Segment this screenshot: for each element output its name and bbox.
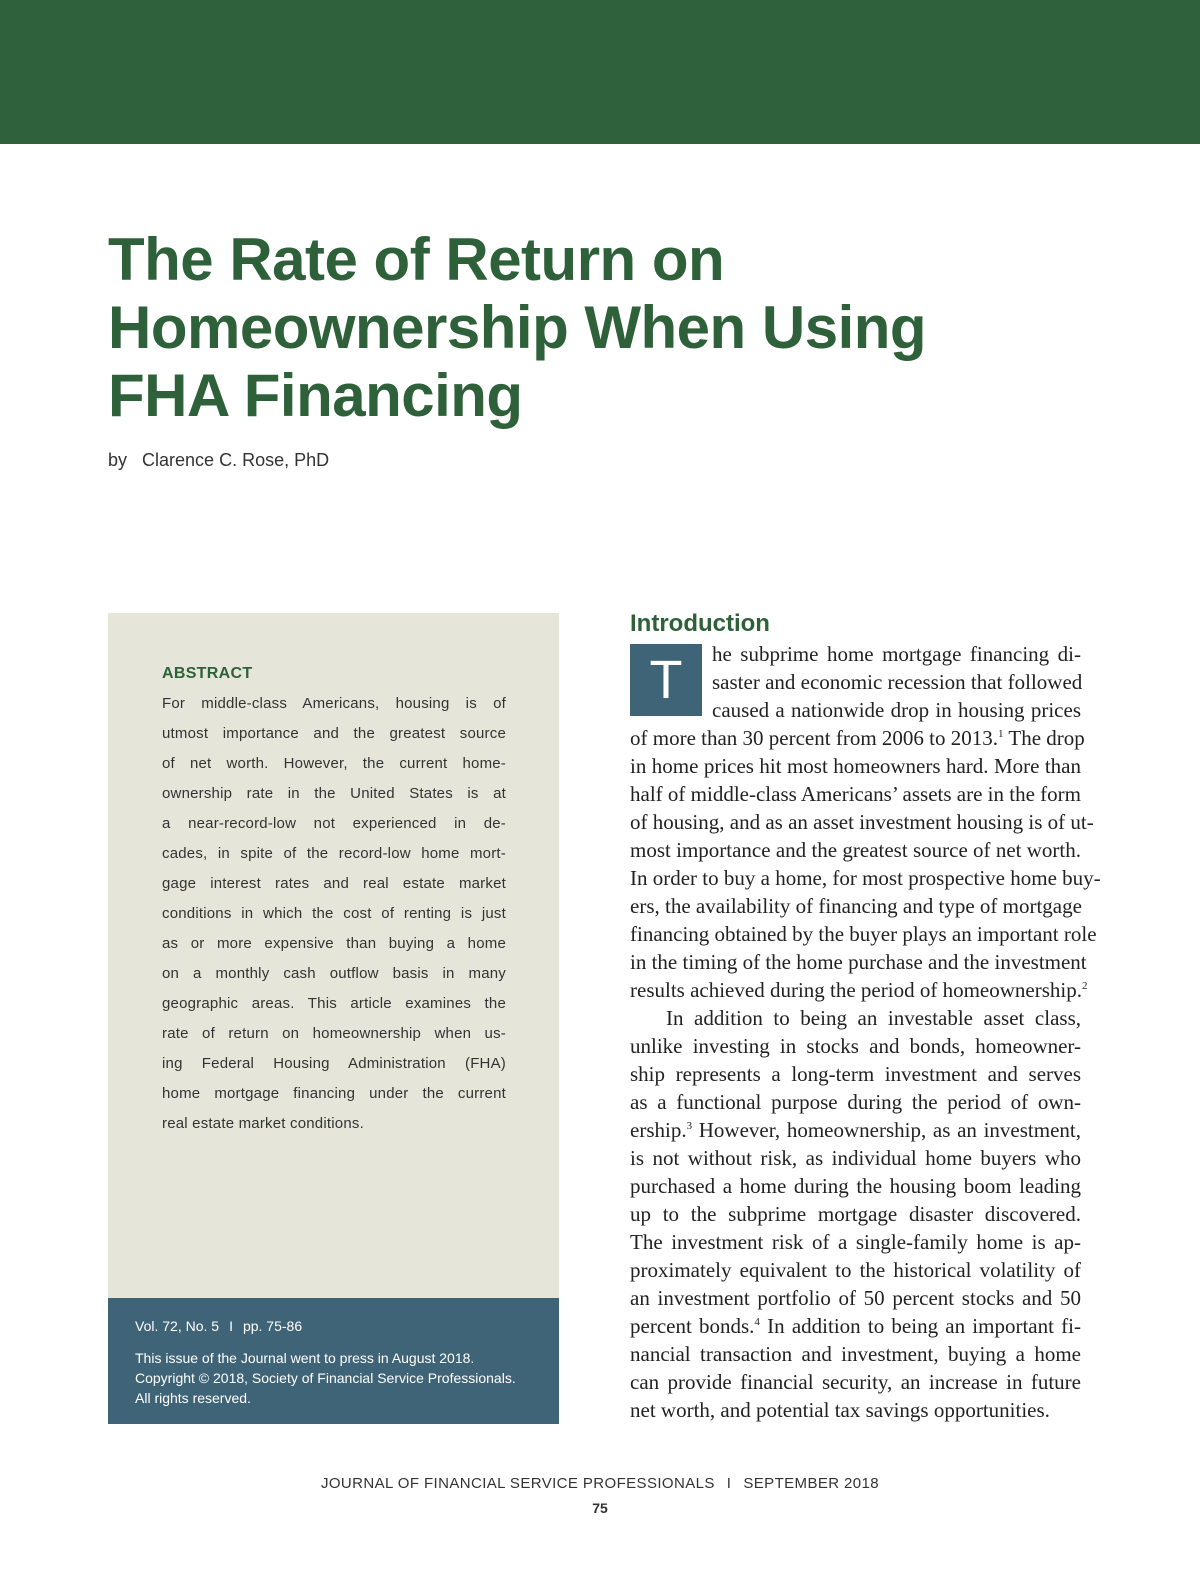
- body-line: [630, 1312, 1081, 1340]
- issue-volume-line: [135, 1318, 302, 1334]
- footnote-ref: 2: [1081, 980, 1088, 992]
- abstract-line: gage interest rates and real estate market: [162, 875, 506, 892]
- abstract-line: home mortgage financing under the current: [162, 1085, 506, 1102]
- issue-pages: pp. 75-86: [242, 1318, 303, 1334]
- abstract-heading: ABSTRACT: [162, 665, 253, 682]
- body-line: financing obtained by the buyer plays an important role: [630, 922, 1097, 946]
- body-line: proximately equivalent to the historical volatility of: [630, 1258, 1081, 1282]
- footer-date: SEPTEMBER 2018: [743, 1475, 880, 1492]
- body-text-segment: results achieved during the period of homeownership.: [630, 978, 1082, 1002]
- body-text-segment: percent bonds.: [630, 1314, 755, 1338]
- title-line: Homeownership When Using: [108, 294, 927, 361]
- title-line: FHA Financing: [108, 362, 523, 429]
- issue-volume: Vol. 72, No. 5: [135, 1318, 220, 1334]
- abstract-line: ownership rate in the United States is at: [162, 785, 506, 802]
- abstract-line: geographic areas. This article examines the: [162, 995, 506, 1012]
- abstract-line: utmost importance and the greatest source: [162, 725, 506, 742]
- footnote-ref: 1: [998, 728, 1004, 740]
- abstract-line: rate of return on homeownership when us-: [162, 1025, 506, 1042]
- body-line: saster and economic recession that followed: [712, 670, 1083, 694]
- body-line: The investment risk of a single-family home is ap-: [630, 1230, 1081, 1254]
- introduction-body: [630, 640, 1101, 1424]
- body-line: half of middle-class Americans’ assets are in the form: [630, 782, 1081, 806]
- footer-journal-name: JOURNAL OF FINANCIAL SERVICE PROFESSIONALS: [320, 1475, 715, 1492]
- title-line: The Rate of Return on: [108, 226, 725, 293]
- body-line: nancial transaction and investment, buying a home: [630, 1342, 1081, 1366]
- body-line: can provide financial security, an increase in future: [630, 1370, 1081, 1394]
- byline-prefix: by: [108, 450, 128, 470]
- body-line: of housing, and as an asset investment housing is of ut-: [630, 810, 1094, 834]
- abstract-line: ing Federal Housing Administration (FHA): [162, 1055, 506, 1072]
- issue-info-panel: [108, 1298, 559, 1424]
- abstract-panel: [108, 613, 559, 1298]
- header-band: [0, 0, 1200, 144]
- article-title: [108, 226, 1008, 430]
- body-line: ers, the availability of financing and type of mortgage: [630, 894, 1082, 918]
- body-line: up to the subprime mortgage disaster discovered.: [630, 1202, 1081, 1226]
- abstract-line: real estate market conditions.: [162, 1115, 364, 1132]
- body-line: as a functional purpose during the period of own-: [630, 1090, 1081, 1114]
- abstract-line: of net worth. However, the current home-: [162, 755, 506, 772]
- drop-cap: T: [630, 644, 702, 716]
- body-line: most importance and the greatest source of net worth.: [630, 838, 1081, 862]
- body-line: unlike investing in stocks and bonds, homeowner-: [630, 1034, 1081, 1058]
- body-line: purchased a home during the housing boom leading: [630, 1174, 1081, 1198]
- copyright-line: Copyright © 2018, Society of Financial Service Professionals.: [135, 1370, 516, 1386]
- body-line: [630, 976, 1088, 1004]
- body-text-segment: In addition to being an important fi-: [759, 1314, 1081, 1338]
- body-line: ship represents a long-term investment and serves: [630, 1062, 1081, 1086]
- page-number: 75: [592, 1500, 608, 1516]
- footer-separator: I: [726, 1475, 732, 1492]
- body-line: an investment portfolio of 50 percent stocks and 50: [630, 1286, 1081, 1310]
- body-line: [630, 1116, 1081, 1144]
- abstract-line: For middle-class Americans, housing is of: [162, 695, 506, 712]
- issue-separator: I: [229, 1318, 233, 1334]
- footnote-ref: 4: [754, 1316, 760, 1328]
- byline: [108, 450, 329, 471]
- introduction-heading: Introduction: [630, 610, 770, 637]
- footnote-ref: 3: [686, 1120, 693, 1132]
- body-line: In addition to being an investable asset class,: [666, 1006, 1081, 1030]
- abstract-line: as or more expensive than buying a home: [162, 935, 506, 952]
- body-line: is not without risk, as individual home buyers who: [630, 1146, 1081, 1170]
- body-text-segment: ership.: [630, 1118, 687, 1142]
- abstract-text: [162, 689, 506, 1139]
- body-line: in the timing of the home purchase and the investment: [630, 950, 1087, 974]
- abstract-line: conditions in which the cost of renting is just: [162, 905, 506, 922]
- abstract-line: a near-record-low not experienced in de-: [162, 815, 506, 832]
- copyright-line: All rights reserved.: [135, 1390, 251, 1406]
- abstract-line: cades, in spite of the record-low home mort-: [162, 845, 506, 862]
- body-line: in home prices hit most homeowners hard. More than: [630, 754, 1081, 778]
- body-text-segment: of more than 30 percent from 2006 to 2013.: [630, 726, 998, 750]
- body-text-segment: However, homeownership, as an investment,: [692, 1118, 1081, 1142]
- body-line: net worth, and potential tax savings opportunities.: [630, 1398, 1050, 1422]
- footer-journal-line: [0, 1475, 1200, 1492]
- body-line: caused a nationwide drop in housing prices: [712, 698, 1081, 722]
- body-text-segment: The drop: [1003, 726, 1085, 750]
- abstract-line: on a monthly cash outflow basis in many: [162, 965, 506, 982]
- body-line: [630, 724, 1085, 752]
- body-line: In order to buy a home, for most prospective home buy-: [630, 866, 1101, 890]
- copyright-note: [135, 1348, 545, 1408]
- author-name: Clarence C. Rose, PhD: [142, 450, 330, 470]
- copyright-line: This issue of the Journal went to press in August 2018.: [135, 1350, 475, 1366]
- body-line: he subprime home mortgage financing di-: [712, 642, 1081, 666]
